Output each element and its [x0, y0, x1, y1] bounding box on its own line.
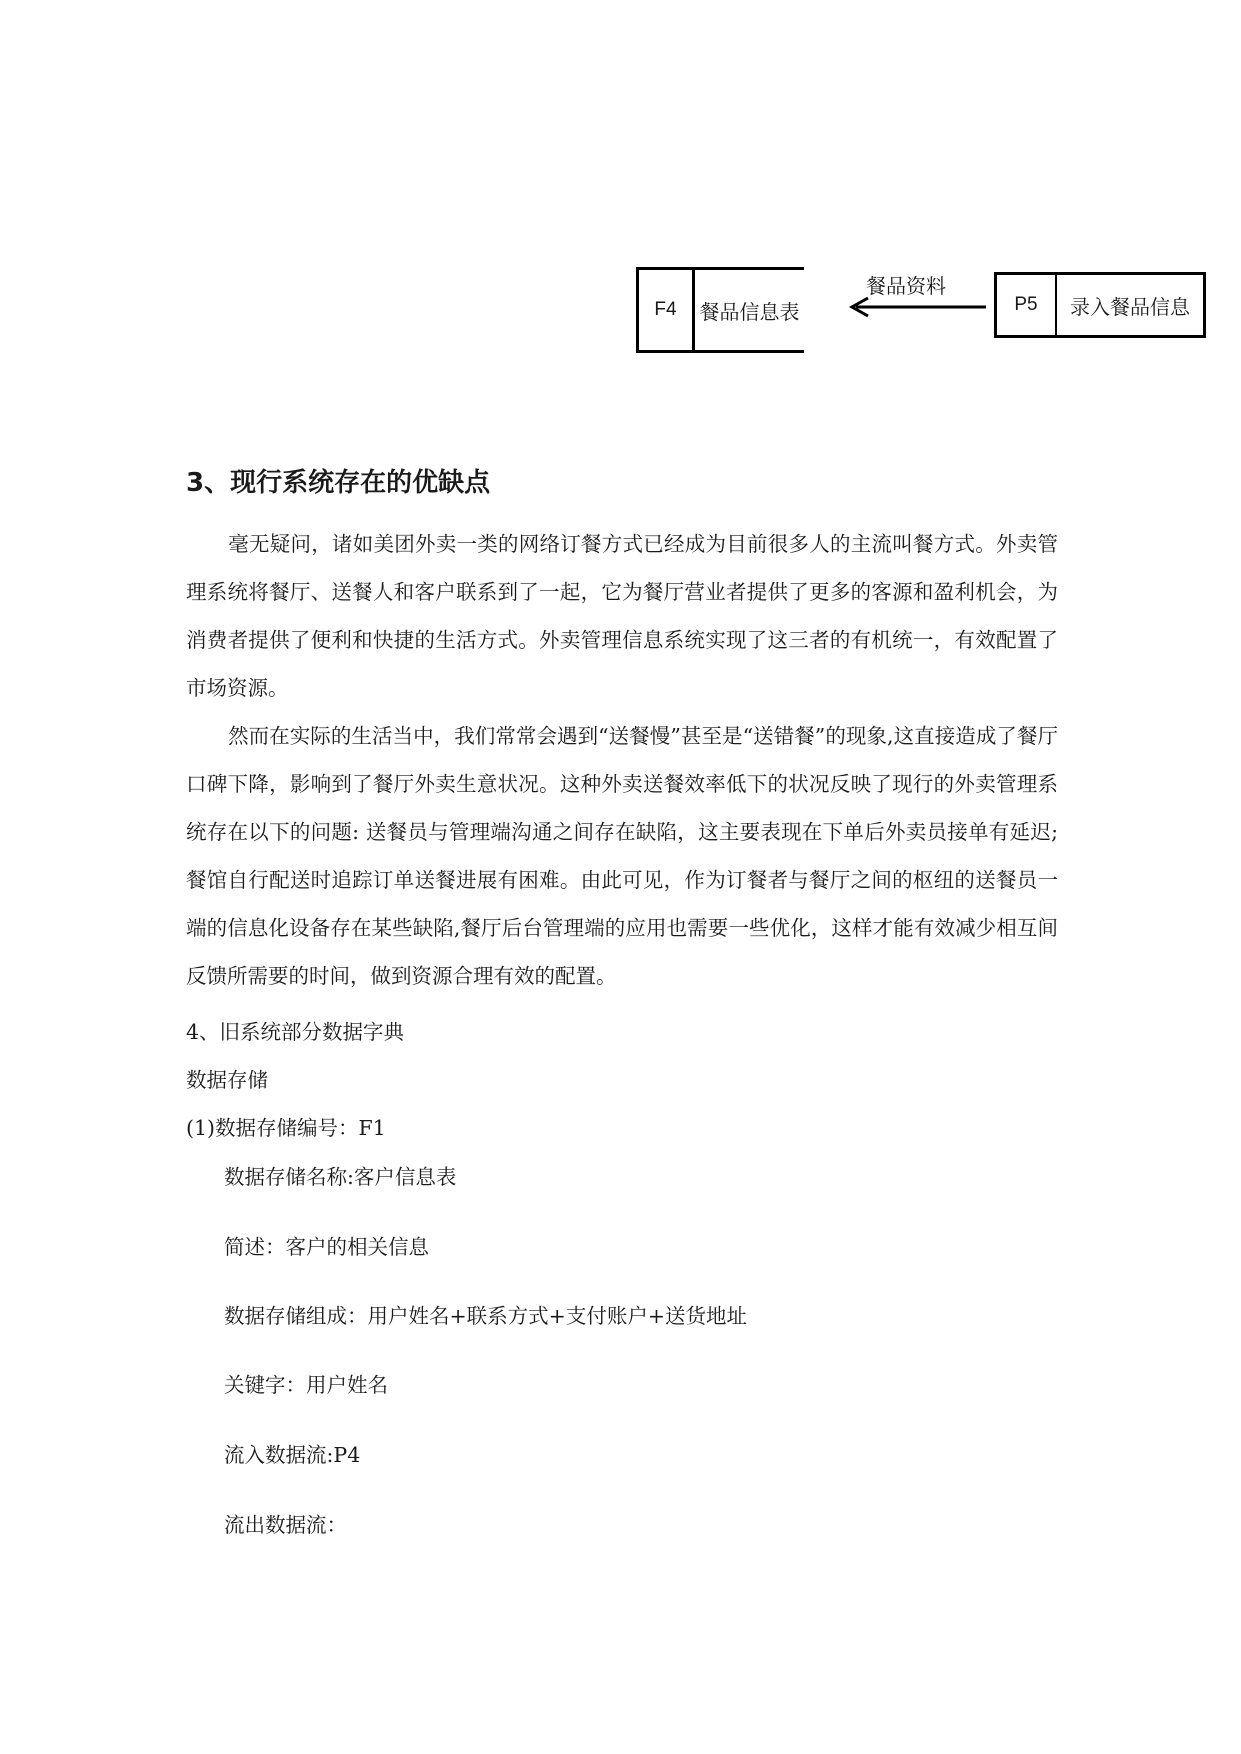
item-1-composition: 数据存储组成：用户姓名+联系方式+支付账户+送货地址 — [224, 1304, 748, 1328]
process-id: P5 — [1014, 294, 1038, 315]
data-store-title: 数据存储 — [186, 1068, 268, 1092]
store-name: 餐品信息表 — [699, 299, 800, 324]
item-1-inflow: 流入数据流:P4 — [224, 1443, 361, 1467]
process-name: 录入餐品信息 — [1070, 294, 1190, 319]
item-1-outflow: 流出数据流： — [224, 1513, 347, 1537]
section-4-title: 4、旧系统部分数据字典 — [186, 1020, 405, 1044]
flow-label: 餐品资料 — [866, 274, 946, 298]
section-heading: 3、现行系统存在的优缺点 — [186, 468, 491, 498]
item-1-name: 数据存储名称:客户信息表 — [224, 1165, 457, 1189]
paragraph-2-text: 然而在实际的生活当中，我们常常会遇到“送餐慢”甚至是“送错餐”的现象,这直接造成了餐厅口碑下降，影响到了餐厅外卖生意状况。这种外卖送餐效率低下的状况反映了现行的外卖管理系统存在以下的问题: 送餐员与管理端沟通之间存在缺陷，这主要表现在下单后外卖员接单有延迟; 餐馆自行配送时追踪订单送餐进展有困难。由此可见，作为订餐者与餐厅之间的枢纽的送餐员一端的信息化设备存在某些缺陷,餐厅后台管理端的应用也需要一些优化，这样才能有效减少相互间反馈所需要的时间，做到资源合理有效的配置。 — [186, 724, 1058, 988]
paragraph-1-text: 毫无疑问，诸如美团外卖一类的网络订餐方式已经成为目前很多人的主流叫餐方式。外卖管理系统将餐厅、送餐人和客户联系到了一起，它为餐厅营业者提供了更多的客源和盈利机会，为消费者提供了便利和快捷的生活方式。外卖管理信息系统实现了这三者的有机统一，有效配置了市场资源。 — [186, 532, 1058, 700]
store-id: F4 — [654, 299, 677, 320]
item-1-description: 简述：客户的相关信息 — [224, 1235, 429, 1259]
item-1-key: 关键字：用户姓名 — [224, 1373, 388, 1397]
item-1-number: (1)数据存储编号：F1 — [186, 1116, 386, 1140]
flow-arrow-icon — [846, 296, 986, 318]
data-store-box — [636, 267, 804, 353]
paragraph-1 — [186, 520, 1058, 712]
paragraph-2 — [186, 712, 1058, 1000]
process-box — [994, 272, 1206, 338]
